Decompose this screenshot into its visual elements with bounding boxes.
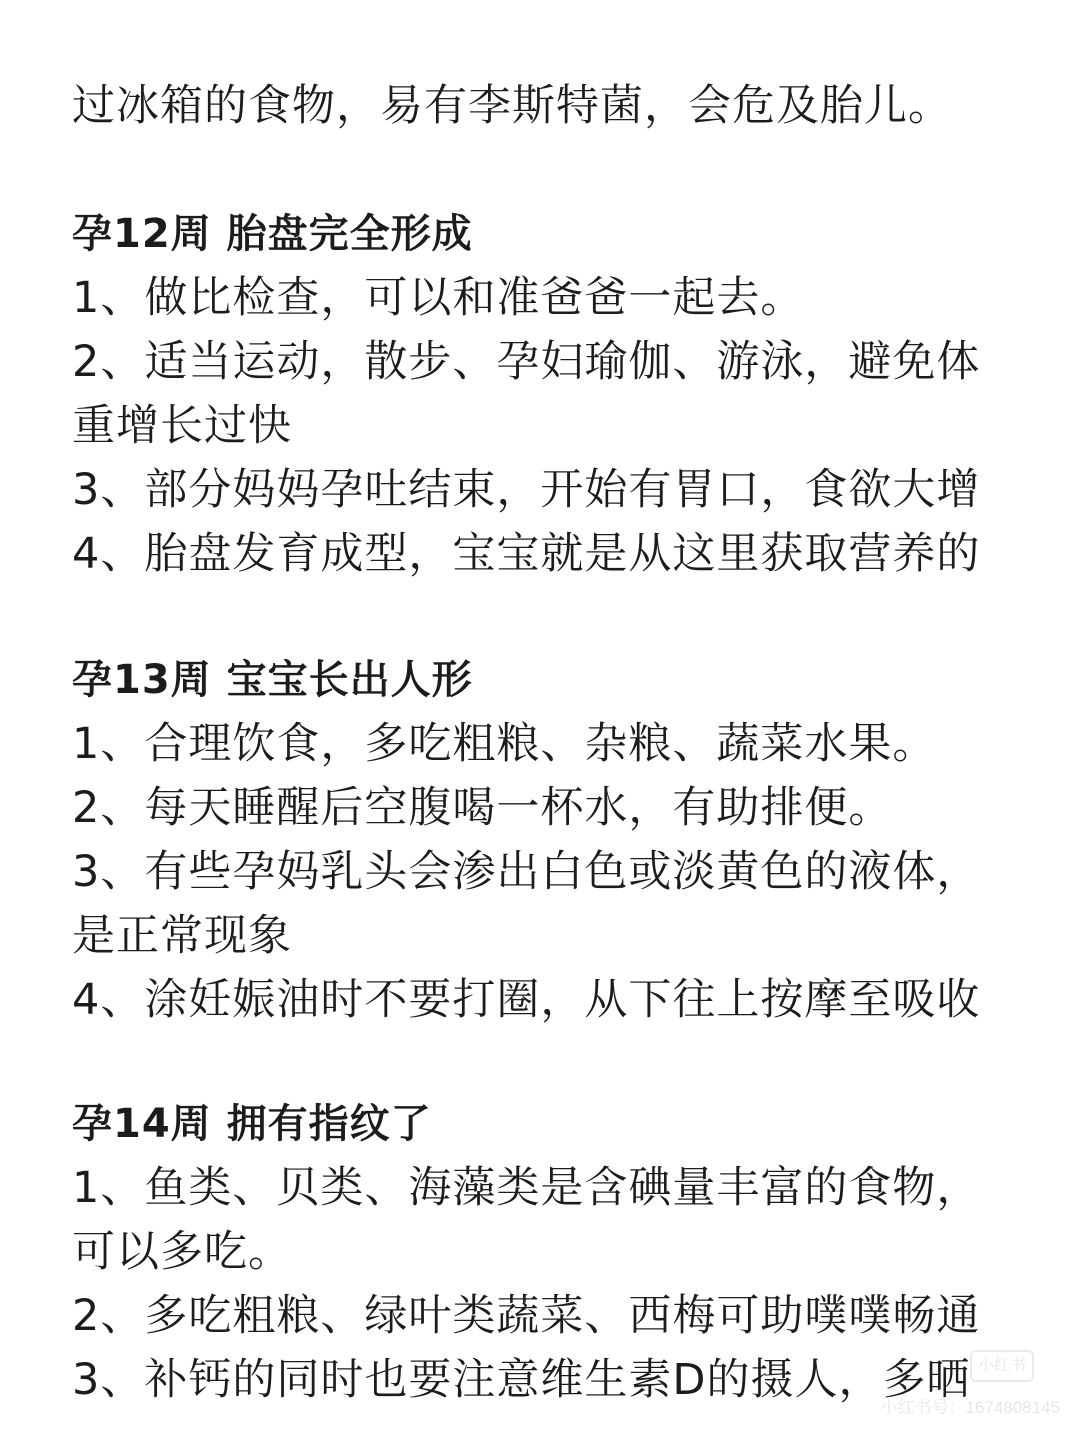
watermark-logo: 小红书 — [970, 1350, 1034, 1382]
intro-line: 过冰箱的食物，易有李斯特菌，会危及胎儿。 — [72, 81, 952, 131]
section-line: 2、多吃粗粮、绿叶类蔬菜、西梅可助噗噗畅通 — [72, 1291, 981, 1341]
section-line: 3、补钙的同时也要注意维生素D的摄人，多晒 — [72, 1355, 971, 1405]
section-line: 1、做比检查，可以和准爸爸一起去。 — [72, 273, 805, 323]
section-line: 是正常现象 — [72, 911, 292, 961]
section-heading-week-14: 孕14周 拥有指纹了 — [72, 1101, 432, 1147]
section-line: 2、每天睡醒后空腹喝一杯水，有助排便。 — [72, 783, 893, 833]
section-line: 1、鱼类、贝类、海藻类是含碘量丰富的食物， — [72, 1163, 981, 1213]
section-line: 3、部分妈妈孕吐结束，开始有胃口，食欲大增 — [72, 465, 981, 515]
watermark — [820, 1350, 1060, 1430]
section-line: 2、适当运动，散步、孕妇瑜伽、游泳，避免体 — [72, 337, 981, 387]
section-line: 1、合理饮食，多吃粗粮、杂粮、蔬菜水果。 — [72, 719, 937, 769]
watermark-id: 小红书号：1674808145 — [880, 1398, 1060, 1417]
section-heading-week-13: 孕13周 宝宝长出人形 — [72, 657, 473, 703]
section-line: 3、有些孕妈乳头会渗出白色或淡黄色的液体， — [72, 847, 981, 897]
section-line: 重增长过快 — [72, 401, 292, 451]
section-heading-week-12: 孕12周 胎盘完全形成 — [72, 211, 473, 257]
section-line: 4、胎盘发育成型，宝宝就是从这里获取营养的 — [72, 529, 981, 579]
section-line: 可以多吃。 — [72, 1227, 292, 1277]
section-line: 4、涂妊娠油时不要打圈，从下往上按摩至吸收 — [72, 975, 981, 1025]
